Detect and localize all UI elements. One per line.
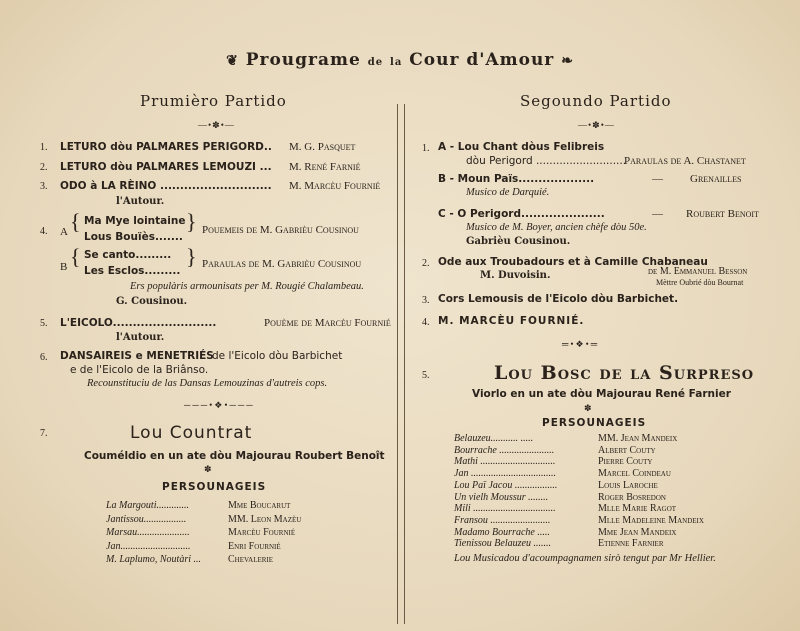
cast-role: Lou Paï Jacou ................. (454, 479, 558, 491)
cast-actor: Louis Laroche (598, 479, 658, 491)
cast-actor: Marcèu Fournié (228, 527, 296, 538)
cast-actor: Marcel Coindeau (598, 468, 671, 480)
cast-actor: Enri Fournié (228, 540, 281, 552)
cast-actor: Roger Bosredon (598, 491, 666, 503)
cast-role: Un vielh Moussur ........ (454, 491, 549, 503)
cast-actor: Chevalerie (228, 554, 274, 565)
cast-actor: Etienne Farnier (598, 538, 664, 550)
play-title-bosc: Lou Bosc de la Surpreso (494, 362, 755, 384)
item-6-title: DANSAIREIS e MENETRIÉS (60, 350, 214, 362)
item-3-title: ODO à LA RÈINO ............................ (60, 180, 272, 192)
play-title-countrat: Lou Countrat (130, 423, 253, 443)
item-1-title: LETURO dòu PALMARES PERIGORD.. (60, 141, 272, 153)
cast-actor: Mme Jean Mandeix (598, 526, 677, 538)
cast-actor: MM. Jean Mandeix (598, 433, 678, 444)
footer-note: Lou Musicadou d'acoumpagnamen sirò tengut par Mr Hellier. (454, 553, 716, 564)
program-page: ❦ Prougrame de la Cour d'Amour ❧ Prumièro Partido —•✽•— 1. LETURO dòu PALMARES PERIGORD.. M. G. Pasquet 2. LETURO dòu PALMARES LEMOUZI ... M. René Farnié 3. ODO à LA RÈINO ............................ M. Marcèu Fournié l'Autour. 4. A { Ma Mye lointaine Lous Bouïès....... } Pouemeis de M. Gabrièu Cousinou B { Se canto......... Les Esclos......... } Paraulas de M. Gabrièu Cousinou Ers populàris armounisats per M. Rougié Chalambeau. G. Cousinou. 5. L'EICOLO.......................... Pouème de Marcèu Fournié l'Autour. 6. DANSAIREIS e MENETRIÉS de l'Eicolo dòu Barbichet e de l'Eicolo de la Briânso. Recounstituciu de las Dansas Lemouzinas d'autreis cops. ───•❖•─── 7. Lou Countrat Couméldio en un ate dòu Majourau Roubert Benoît ✽ PERSOUNAGEIS La Margouti............. Mme Boucarut Jantissou................. MM. Leon Mazèu Marsau..................... Marcèu Fournié Jan............................ Enri Fournié M. Laplumo, Noutàri ... Chevalerie Segoundo Partido —•✽•— 1. A - Lou Chant dòus Felibreis dòu Perigord ........................... Paraulas de A. Chastanet B - Moun Païs................... — Grenailles Musico de Darquié. C - O Perigord..................... — Roubert Benoit Musico de M. Boyer, ancien chèfe dòu 50e. Gabrièu Cousinou. 2. Ode aux Troubadours et à Camille Chabaneau M. Duvoisin. de M. Emmanuel Besson Mèttre Oubrié dòu Bournat 3. Cors Lemousis de l'Eicolo dòu Barbichet. 4. M. MARCÈU FOURNIÉ. ═•❖•═ 5. Lou Bosc de la Surpreso Viorlo en un ate dòu Majourau René Farnier ✽ PERSOUNAGEIS Belauzeu........... ..... MM. Jean Mandeix Bourrache ...................... Albert Couty Mathi .............................. Pierre Couty Jan .................................. Marcel Coindeau Lou Paï Jacou ................. Louis Laroche Un vielh Moussur ........ Roger Bosredon Mili ................................. Mlle Marie Ragot Fransou ........................ Mlle Madeleine Mandeix Madamo Bourrache ..... Mme Jean Mandeix Tienissou Belauzeu ....... Etienne Farnier Lou Musicadou d'acoumpagnamen sirò tengut par Mr Hellier. (0, 0, 800, 631)
cast-role: La Margouti............. (106, 500, 189, 511)
ornament-right-icon: ❧ (561, 53, 574, 69)
cast-role: Bourrache ...................... (454, 444, 555, 456)
left-heading-ornament: —•✽•— (198, 120, 235, 130)
cast-actor: Pierre Couty (598, 456, 653, 468)
cast-role: Tienissou Belauzeu ....... (454, 538, 551, 550)
cast-role: Jan .................................. (454, 468, 556, 480)
cast-role: Marsau..................... (106, 527, 190, 538)
cast-role: Madamo Bourrache ..... (454, 526, 550, 538)
cast-role: Mathi .............................. (454, 456, 556, 468)
cast-heading-left: PERSOUNAGEIS (162, 481, 267, 493)
cast-actor: MM. Leon Mazèu (228, 513, 302, 525)
right-heading-ornament: —•✽•— (578, 120, 615, 130)
cast-role: M. Laplumo, Noutàri ... (106, 554, 202, 565)
ornament-left-icon: ❦ (226, 53, 239, 69)
play-subtitle-bosc: Viorlo en un ate dòu Majourau René Farnier (472, 388, 731, 400)
right-heading: Segoundo Partido (520, 92, 672, 110)
item-2-title: LETURO dòu PALMARES LEMOUZI ... (60, 161, 272, 173)
item-5-title: L'EICOLO.......................... (60, 317, 217, 329)
cast-actor: Mme Boucarut (228, 500, 291, 511)
cast-role: Mili ................................. (454, 503, 556, 515)
cast-role: Fransou ........................ (454, 514, 551, 526)
left-separator: ───•❖•─── (184, 400, 255, 410)
cast-actor: Mlle Marie Ragot (598, 503, 677, 515)
column-divider (397, 104, 405, 624)
right-separator: ═•❖•═ (562, 339, 600, 349)
program-title: ❦ Prougrame de la Cour d'Amour ❧ (226, 50, 574, 70)
left-heading: Prumièro Partido (140, 92, 287, 110)
cast-actor: Albert Couty (598, 444, 656, 456)
cast-role: Belauzeu........... ..... (454, 433, 534, 444)
cast-heading-right: PERSOUNAGEIS (542, 417, 647, 429)
cast-role: Jan............................ (106, 540, 191, 552)
play-subtitle-countrat: Couméldio en un ate dòu Majourau Roubert Benoît (84, 450, 385, 462)
cast-role: Jantissou................. (106, 513, 187, 525)
cast-actor: Mlle Madeleine Mandeix (598, 514, 704, 526)
